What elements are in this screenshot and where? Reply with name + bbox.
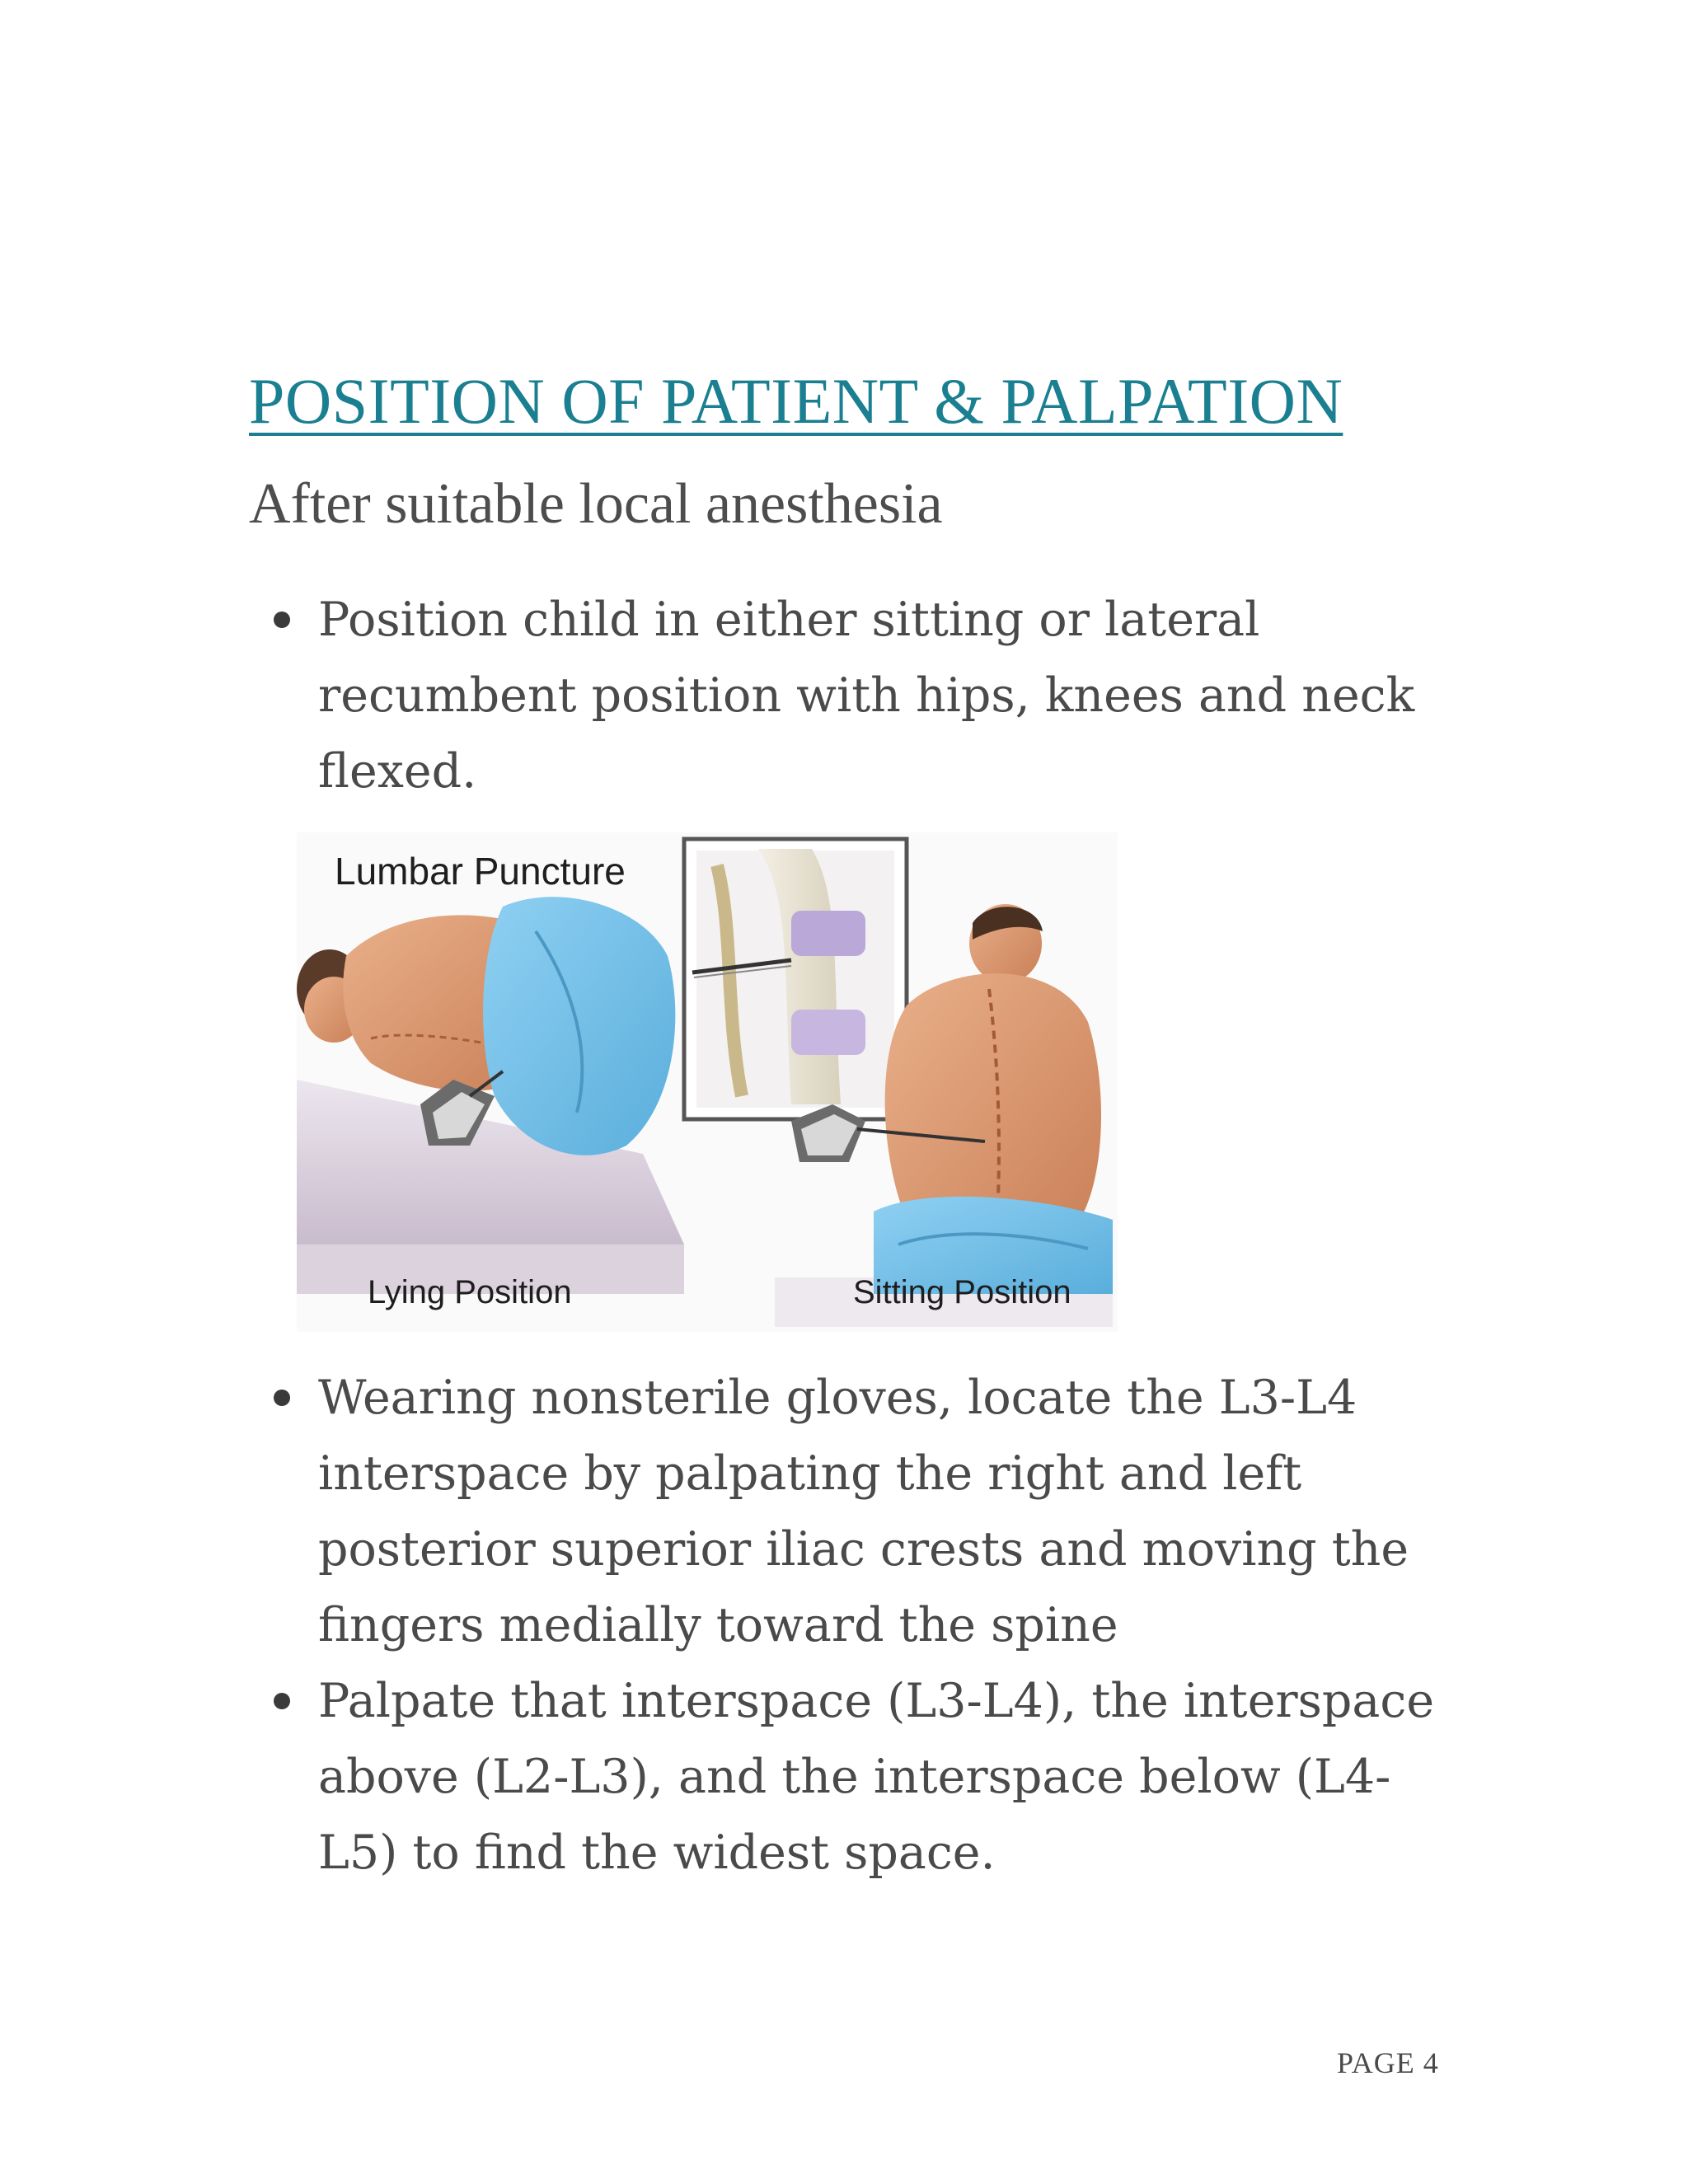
list-item: [249, 1663, 1444, 1891]
bullet-icon: [274, 1390, 290, 1406]
bullet-text: Position child in either sitting or lateral recumbent position with hips, knees and neck flexed.: [318, 593, 1415, 799]
lying-patient: [297, 897, 684, 1294]
bullet-list-bottom: [249, 1360, 1444, 1891]
bullet-icon: [274, 1693, 290, 1709]
lumbar-puncture-illustration: [297, 832, 1118, 1332]
bullet-text: Wearing nonsterile gloves, locate the L3-L4 interspace by palpating the right and left posterior superior iliac crests and moving the fingers medially toward the spine: [318, 1371, 1409, 1652]
figure-caption-lying: Lying Position: [368, 1274, 572, 1310]
subheading: After suitable local anesthesia: [249, 472, 943, 536]
spine-inset: [684, 839, 907, 1119]
illustration-graphic: [297, 832, 1118, 1332]
bullet-text: Palpate that interspace (L3-L4), the interspace above (L2-L3), and the interspace below (L4-L5) to find the widest space.: [318, 1674, 1435, 1880]
figure-title: Lumbar Puncture: [335, 850, 626, 893]
section-heading[interactable]: POSITION OF PATIENT & PALPATION: [249, 365, 1343, 437]
list-item: [249, 582, 1444, 809]
bullet-icon: [274, 612, 290, 628]
figure-caption-sitting: Sitting Position: [853, 1274, 1071, 1310]
page-number: PAGE 4: [1337, 2046, 1439, 2079]
list-item: [249, 1360, 1444, 1663]
bullet-list-top: [249, 582, 1444, 809]
